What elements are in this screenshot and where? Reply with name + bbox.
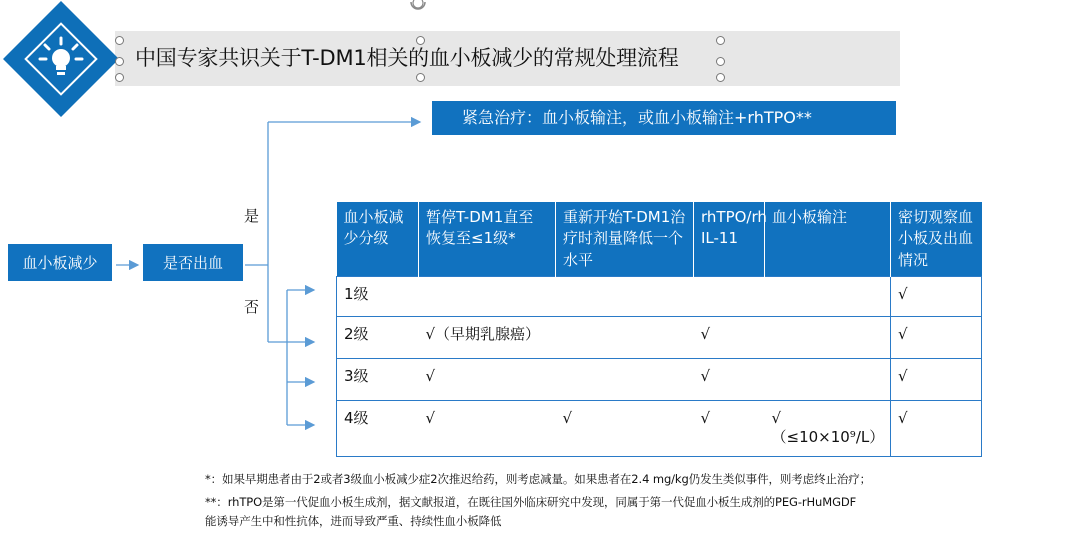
- no-label: 否: [244, 298, 260, 316]
- header-grade: 血小板减少分级: [337, 202, 419, 276]
- emergency-treatment-box: 紧急治疗：血小板输注，或血小板输注+rhTPO**: [432, 101, 896, 135]
- table-cell: [419, 276, 556, 316]
- table-cell: √: [694, 400, 765, 456]
- grade-cell: 3级: [337, 358, 419, 400]
- footnote-1: *：如果早期患者由于2或者3级血小板减少症2次推迟给药，则考虑减量。如果患者在2.4 mg/kg仍发生类似事件，则考虑终止治疗；: [205, 472, 872, 486]
- start-box: 血小板减少: [8, 244, 112, 281]
- grade-cell: 1级: [337, 276, 419, 316]
- table-cell: √: [891, 316, 982, 358]
- table-row: [337, 358, 982, 400]
- table-cell: √: [419, 400, 556, 456]
- table-row: [337, 400, 982, 456]
- header-pause: 暂停T-DM1直至恢复至≤1级*: [419, 202, 556, 276]
- table-header-row: [337, 202, 982, 276]
- grade-cell: 2级: [337, 316, 419, 358]
- table-cell: √（早期乳腺癌）: [419, 316, 556, 358]
- bleeding-question-box: 是否出血: [143, 244, 243, 281]
- header-observe: 密切观察血小板及出血情况: [891, 202, 982, 276]
- table-row: [337, 276, 982, 316]
- table-cell: √: [694, 316, 765, 358]
- yes-label: 是: [244, 207, 260, 225]
- grading-table: [336, 202, 982, 457]
- table-cell: √（≤10×10⁹/L）: [765, 400, 891, 456]
- footnote-3: 能诱导产生中和性抗体，进而导致严重、持续性血小板降低: [205, 514, 502, 528]
- table-cell: √: [419, 358, 556, 400]
- table-cell: [765, 316, 891, 358]
- grade-cell: 4级: [337, 400, 419, 456]
- page-title: 中国专家共识关于T-DM1相关的血小板减少的常规处理流程: [135, 46, 679, 70]
- table-cell: [694, 276, 765, 316]
- table-cell: √: [556, 400, 694, 456]
- table-cell: [765, 358, 891, 400]
- footnote-2: **：rhTPO是第一代促血小板生成剂，据文献报道，在既往国外临床研究中发现，同属于第一代促血小板生成剂的PEG-rHuMGDF: [205, 495, 857, 509]
- table-cell: √: [891, 358, 982, 400]
- header-rhtpo: rhTPO/rh IL-11: [694, 202, 765, 276]
- table-row: [337, 316, 982, 358]
- header-transfusion: 血小板输注: [765, 202, 891, 276]
- table-cell: √: [891, 400, 982, 456]
- table-cell: [556, 276, 694, 316]
- table-cell: √: [694, 358, 765, 400]
- table-cell: [765, 276, 891, 316]
- table-cell: [556, 316, 694, 358]
- table-cell: [556, 358, 694, 400]
- header-dose-reduce: 重新开始T-DM1治疗时剂量降低一个水平: [556, 202, 694, 276]
- table-cell: √: [891, 276, 982, 316]
